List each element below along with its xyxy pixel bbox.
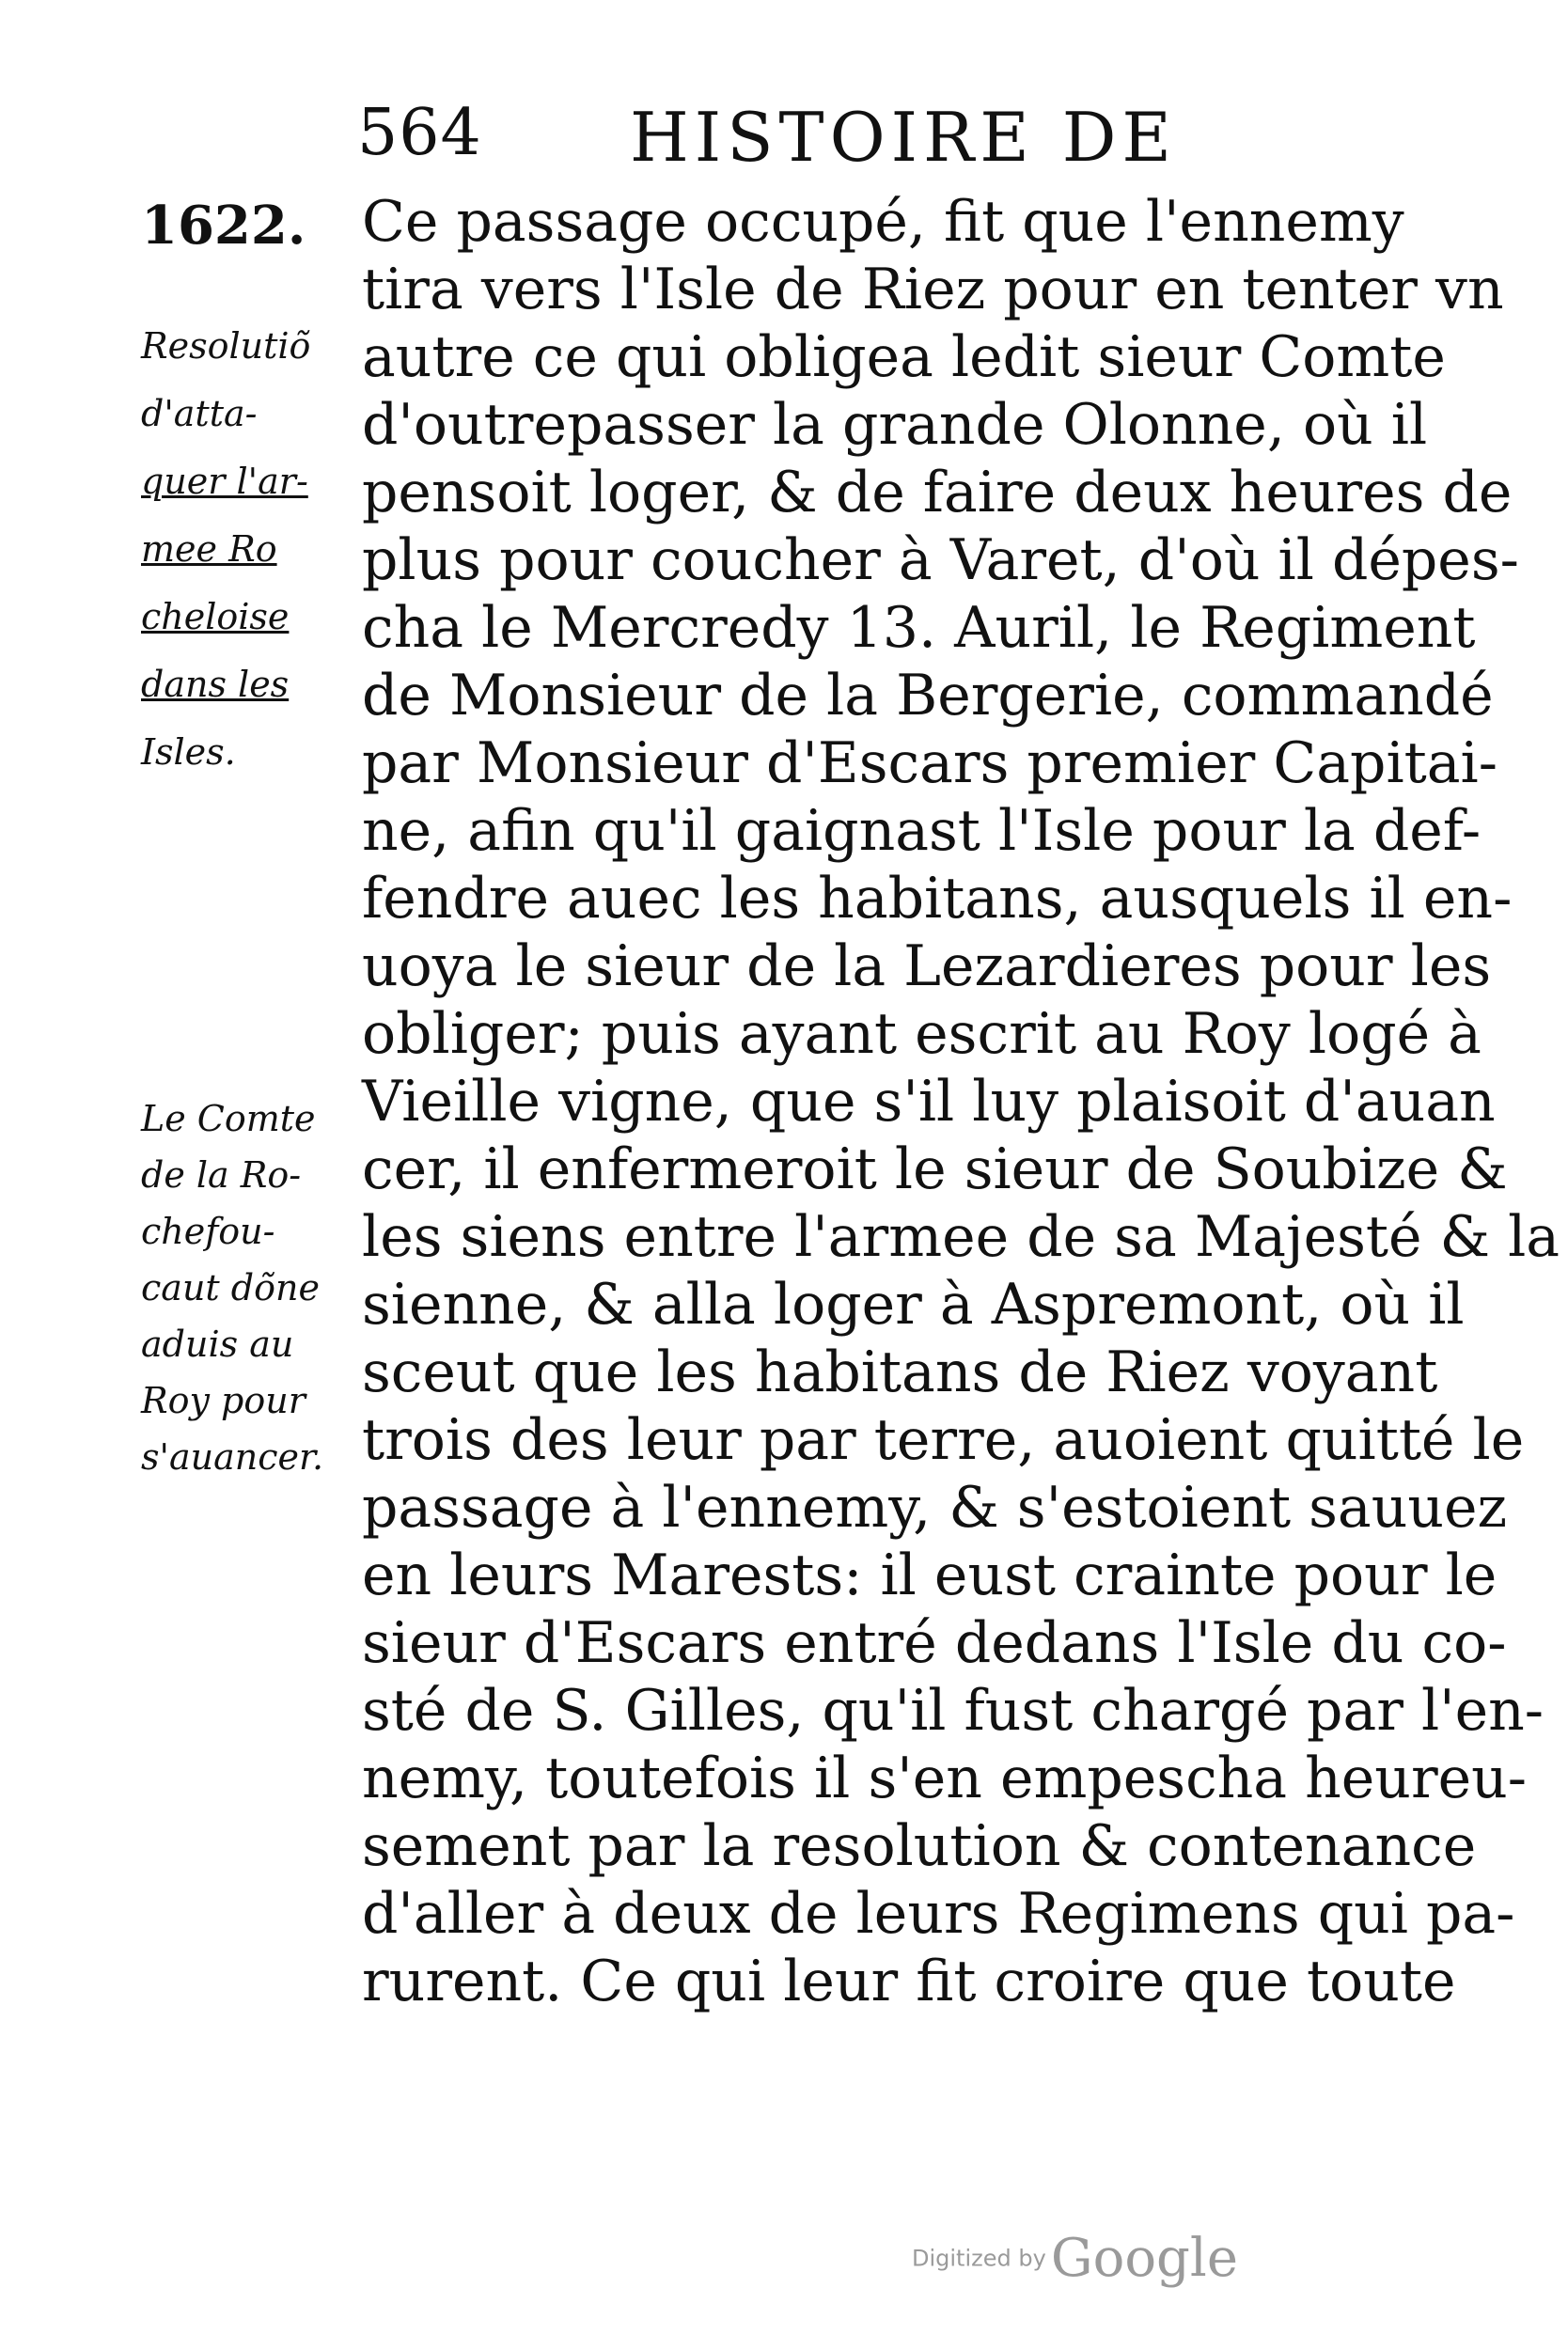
text-line: sienne, & alla loger à Aspremont, où il (362, 1272, 1465, 1338)
marginal-note-line: mee Ro (141, 528, 277, 570)
marginal-note-line: caut dõne (141, 1267, 320, 1308)
margin-year: 1622. (141, 195, 306, 257)
text-line: Vieille vigne, que s'il luy plaisoit d'auan (362, 1069, 1496, 1135)
marginal-note-line: quer l'ar- (141, 461, 308, 502)
marginal-note-line: Isles. (141, 731, 236, 773)
marginal-note-line: d'atta- (141, 393, 258, 434)
marginal-note-line: Le Comte (141, 1098, 316, 1139)
text-line: autre ce qui obligea ledit sieur Comte (362, 324, 1446, 390)
text-line: rurent. Ce qui leur fit croire que toute (362, 1949, 1456, 2014)
text-line: d'outrepasser la grande Olonne, où il (362, 392, 1428, 458)
text-line: trois des leur par terre, auoient quitté le (362, 1407, 1525, 1473)
text-line: sieur d'Escars entré dedans l'Isle du co- (362, 1610, 1507, 1676)
text-line: cer, il enfermeroit le sieur de Soubize & (362, 1136, 1508, 1202)
text-line: sement par la resolution & contenance (362, 1813, 1477, 1879)
marginal-note-line: aduis au (141, 1324, 294, 1365)
page-number: 564 (357, 96, 482, 170)
marginal-note-line: de la Ro- (141, 1154, 302, 1196)
text-line: de Monsieur de la Bergerie, commandé (362, 663, 1494, 728)
text-line: en leurs Marests: il eust crainte pour le (362, 1543, 1497, 1608)
text-line: Ce passage occupé, fit que l'ennemy (362, 189, 1404, 255)
marginal-note-line: Resolutiõ (141, 325, 311, 367)
marginal-note-line: chefou- (141, 1211, 275, 1252)
digitized-watermark (912, 2228, 1238, 2289)
marginal-note-resolution (141, 312, 348, 786)
marginal-note-line: s'auancer. (141, 1436, 324, 1478)
marginal-note-line: dans les (141, 664, 290, 705)
text-line: les siens entre l'armee de sa Majesté & la (362, 1204, 1560, 1270)
text-line: sceut que les habitans de Riez voyant (362, 1340, 1438, 1405)
text-line: nemy, toutefois il s'en empescha heureu- (362, 1746, 1528, 1811)
text-line: plus pour coucher à Varet, d'où il dépes- (362, 527, 1519, 593)
text-line: passage à l'ennemy, & s'estoient sauuez (362, 1475, 1508, 1541)
running-title: HISTOIRE DE (630, 98, 1177, 177)
marginal-note-line: cheloise (141, 596, 290, 637)
text-line: cha le Mercredy 13. Auril, le Regiment (362, 595, 1476, 661)
watermark-prefix: Digitized by (912, 2245, 1046, 2272)
marginal-note-line: Roy pour (141, 1380, 306, 1421)
text-line: pensoit loger, & de faire deux heures de (362, 460, 1513, 525)
marginal-note-comte (141, 1090, 348, 1485)
body-text (362, 188, 1560, 2015)
text-line: obliger; puis ayant escrit au Roy logé à (362, 1001, 1482, 1067)
text-line: par Monsieur d'Escars premier Capitai- (362, 730, 1497, 796)
google-logo: Google (1050, 2228, 1238, 2289)
text-line: ne, afin qu'il gaignast l'Isle pour la def- (362, 798, 1482, 864)
text-line: sté de S. Gilles, qu'il fust chargé par l'en- (362, 1678, 1544, 1744)
text-line: uoya le sieur de la Lezardieres pour les (362, 933, 1492, 999)
text-line: d'aller à deux de leurs Regimens qui pa- (362, 1881, 1515, 1947)
text-line: fendre auec les habitans, ausquels il en- (362, 866, 1513, 932)
text-line: tira vers l'Isle de Riez pour en tenter vn (362, 257, 1504, 322)
